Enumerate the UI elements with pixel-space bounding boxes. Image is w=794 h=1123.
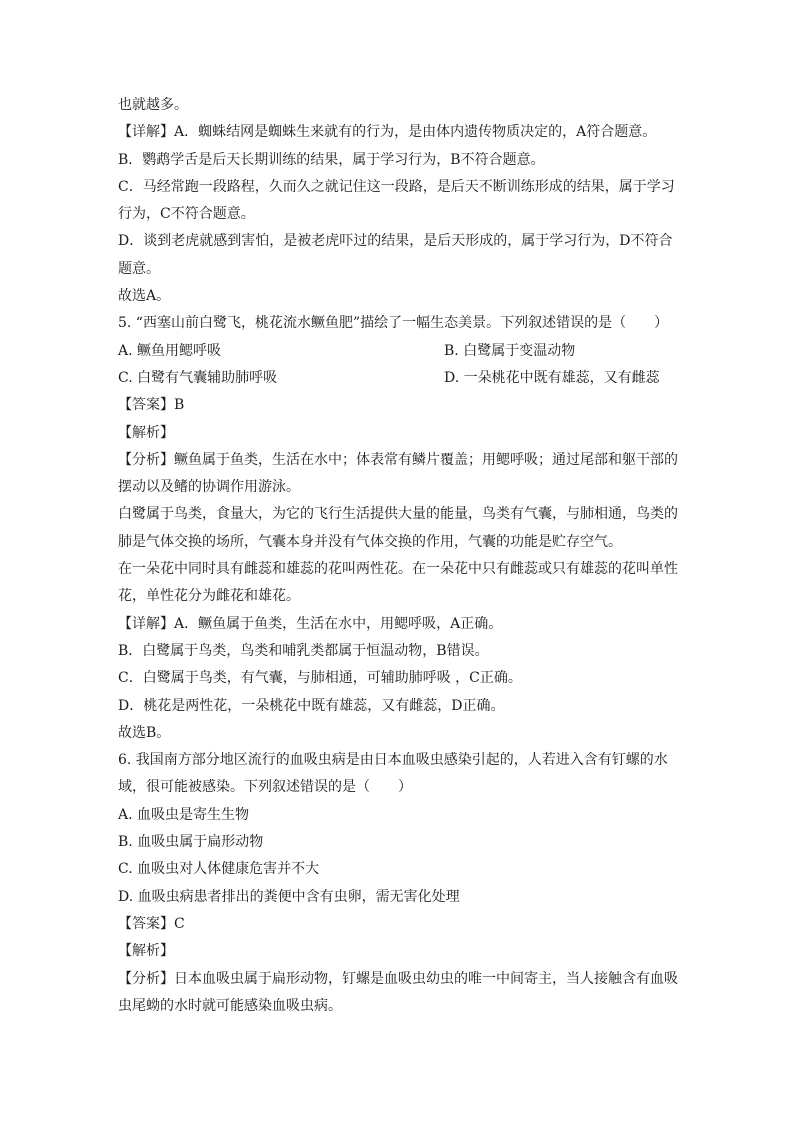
option-b: B. 白鹭属于变温动物 xyxy=(444,342,576,359)
text-line: B．鹦鹉学舌是后天长期训练的结果，属于学习行为，B不符合题意。 xyxy=(118,151,545,168)
text-line: 花，单性花分为雌花和雄花。 xyxy=(118,588,300,605)
page-content xyxy=(118,92,688,1020)
text-line: 白鹭属于鸟类，食量大，为它的飞行生活提供大量的能量，鸟类有气囊，与肺相通，鸟类的 xyxy=(118,506,678,523)
text-line: D．桃花是两性花，一朵桃花中既有雄蕊，又有雌蕊，D正确。 xyxy=(118,697,505,714)
answer-line: 【答案】B xyxy=(118,397,185,414)
text-line: 行为，C不符合题意。 xyxy=(118,206,255,223)
analysis-heading: 【解析】 xyxy=(118,943,174,960)
option-d: D. 血吸虫病患者排出的粪便中含有虫卵，需无害化处理 xyxy=(118,888,460,905)
text-line: 【分析】日本血吸虫属于扁形动物，钉螺是血吸虫幼虫的唯一中间寄主，当人接触含有血吸 xyxy=(118,970,678,987)
text-line: C．白鹭属于鸟类，有气囊，与肺相通，可辅助肺呼吸 ，C正确。 xyxy=(118,670,522,687)
analysis-heading: 【解析】 xyxy=(118,424,174,441)
option-row xyxy=(118,338,688,365)
option-c: C. 白鹭有气囊辅助肺呼吸 xyxy=(118,369,278,386)
text-line: D．谈到老虎就感到害怕，是被老虎吓过的结果，是后天形成的，属于学习行为，D不符合 xyxy=(118,233,673,250)
text-line: B．白鹭属于鸟类，鸟类和哺乳类都属于恒温动物，B错误。 xyxy=(118,642,489,659)
question-6-stem: 6. 我国南方部分地区流行的血吸虫病是由日本血吸虫感染引起的，人若进入含有钉螺的水 xyxy=(118,752,668,769)
text-line: C．马经常跑一段路程，久而久之就记住这一段路，是后天不断训练形成的结果，属于学习 xyxy=(118,178,675,195)
question-6-stem: 域，很可能被感染。下列叙述错误的是（ ） xyxy=(118,779,412,796)
question-5-stem: 5. “西塞山前白鹭飞，桃花流水鳜鱼肥”描绘了一幅生态美景。下列叙述错误的是（ ） xyxy=(118,315,669,332)
text-line: 【详解】A．蜘蛛结网是蜘蛛生来就有的行为，是由体内遗传物质决定的，A符合题意。 xyxy=(118,124,657,141)
text-line: 【详解】A．鳜鱼属于鱼类，生活在水中，用鳃呼吸，A正确。 xyxy=(118,615,503,632)
text-line: 肺是气体交换的场所，气囊本身并没有气体交换的作用，气囊的功能是贮存空气。 xyxy=(118,533,622,550)
option-a: A. 血吸虫是寄生生物 xyxy=(118,806,250,823)
text-line: 题意。 xyxy=(118,260,160,277)
option-b: B. 血吸虫属于扁形动物 xyxy=(118,834,264,851)
answer-line: 【答案】C xyxy=(118,915,185,932)
text-line: 摆动以及鳍的协调作用游泳。 xyxy=(118,479,300,496)
text-block-top xyxy=(118,92,688,338)
text-line: 在一朵花中同时具有雌蕊和雄蕊的花叫两性花。在一朵花中只有雌蕊或只有雄蕊的花叫单性 xyxy=(118,561,678,578)
question-5-options xyxy=(118,338,688,393)
option-c: C. 血吸虫对人体健康危害并不大 xyxy=(118,861,320,878)
text-line: 故选B。 xyxy=(118,724,171,741)
option-a: A. 鳜鱼用鳃呼吸 xyxy=(118,342,222,359)
text-line: 【分析】鳜鱼属于鱼类，生活在水中；体表常有鳞片覆盖；用鳃呼吸；通过尾部和躯干部的 xyxy=(118,451,678,468)
text-line: 虫尾蚴的水时就可能感染血吸虫病。 xyxy=(118,997,342,1014)
text-block-analysis xyxy=(118,392,688,1020)
option-row xyxy=(118,365,688,392)
text-line: 也就越多。 xyxy=(118,97,188,113)
text-line: 故选A。 xyxy=(118,288,171,305)
option-d: D. 一朵桃花中既有雄蕊，又有雌蕊 xyxy=(444,369,660,386)
